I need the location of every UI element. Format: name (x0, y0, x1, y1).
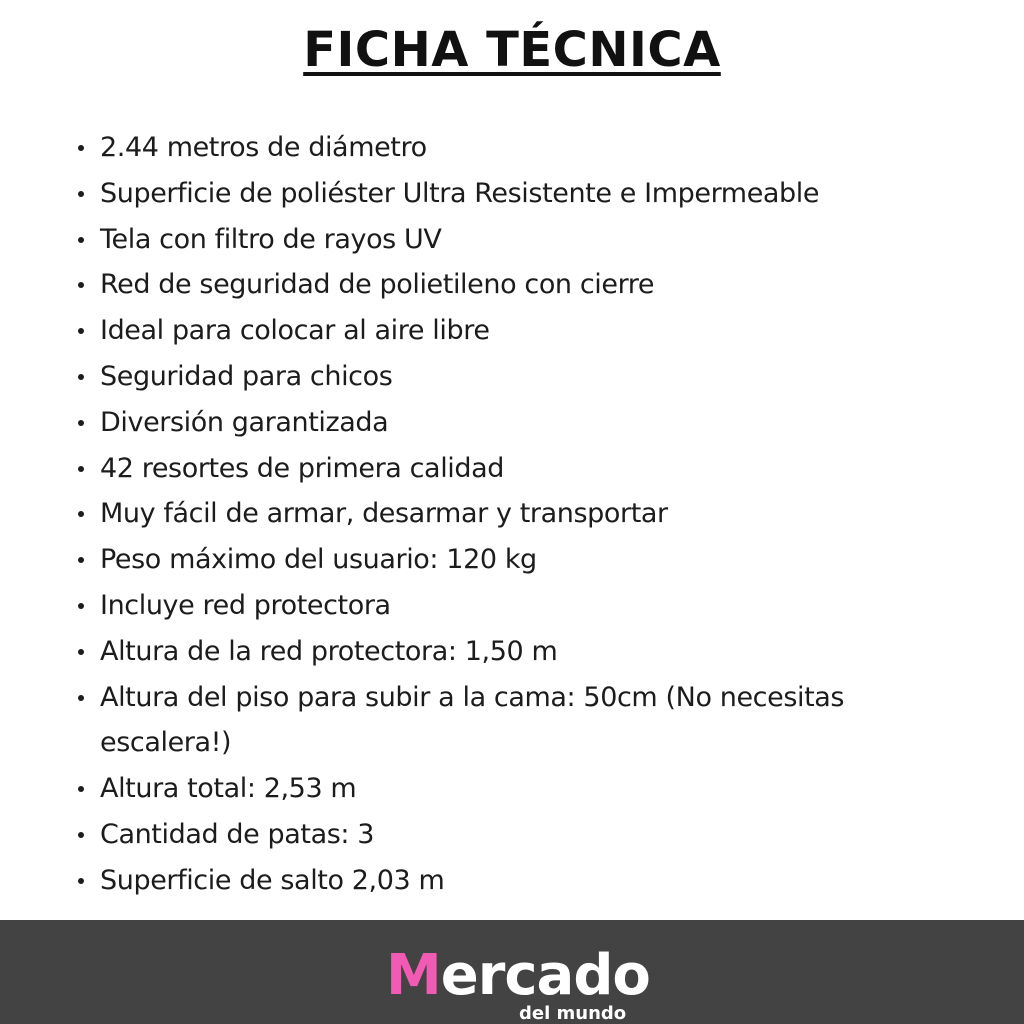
spec-list (75, 125, 955, 904)
spec-item-safety-net: Red de seguridad de polietileno con cierre (75, 262, 955, 308)
brand-logo (386, 943, 650, 1024)
spec-item-fun: Diversión garantizada (75, 400, 955, 446)
spec-item-springs: 42 resortes de primera calidad (75, 446, 955, 492)
spec-item-uv-filter: Tela con filtro de rayos UV (75, 217, 955, 263)
spec-item-surface-material: Superficie de poliéster Ultra Resistente e Impermeable (75, 171, 955, 217)
spec-item-kids-safety: Seguridad para chicos (75, 354, 955, 400)
spec-item-net-height: Altura de la red protectora: 1,50 m (75, 629, 955, 675)
spec-item-floor-height: Altura del piso para subir a la cama: 50cm (No necesitas escalera!) (75, 675, 955, 767)
spec-item-total-height: Altura total: 2,53 m (75, 766, 955, 812)
page-title (0, 18, 1024, 82)
spec-item-assembly: Muy fácil de armar, desarmar y transportar (75, 491, 955, 537)
logo-tagline: del mundo (519, 1003, 627, 1024)
spec-item-jump-surface: Superficie de salto 2,03 m (75, 858, 955, 904)
spec-item-diameter: 2.44 metros de diámetro (75, 125, 955, 171)
footer-banner (0, 920, 1024, 1024)
spec-item-protective-net: Incluye red protectora (75, 583, 955, 629)
spec-item-max-weight: Peso máximo del usuario: 120 kg (75, 537, 955, 583)
spec-item-outdoor: Ideal para colocar al aire libre (75, 308, 955, 354)
logo-first-letter: M (386, 943, 441, 1008)
spec-item-legs: Cantidad de patas: 3 (75, 812, 955, 858)
page-title-text: FICHA TÉCNICA (303, 22, 721, 78)
logo-word-rest: ercado (440, 943, 650, 1008)
logo-wordmark (386, 943, 650, 1008)
